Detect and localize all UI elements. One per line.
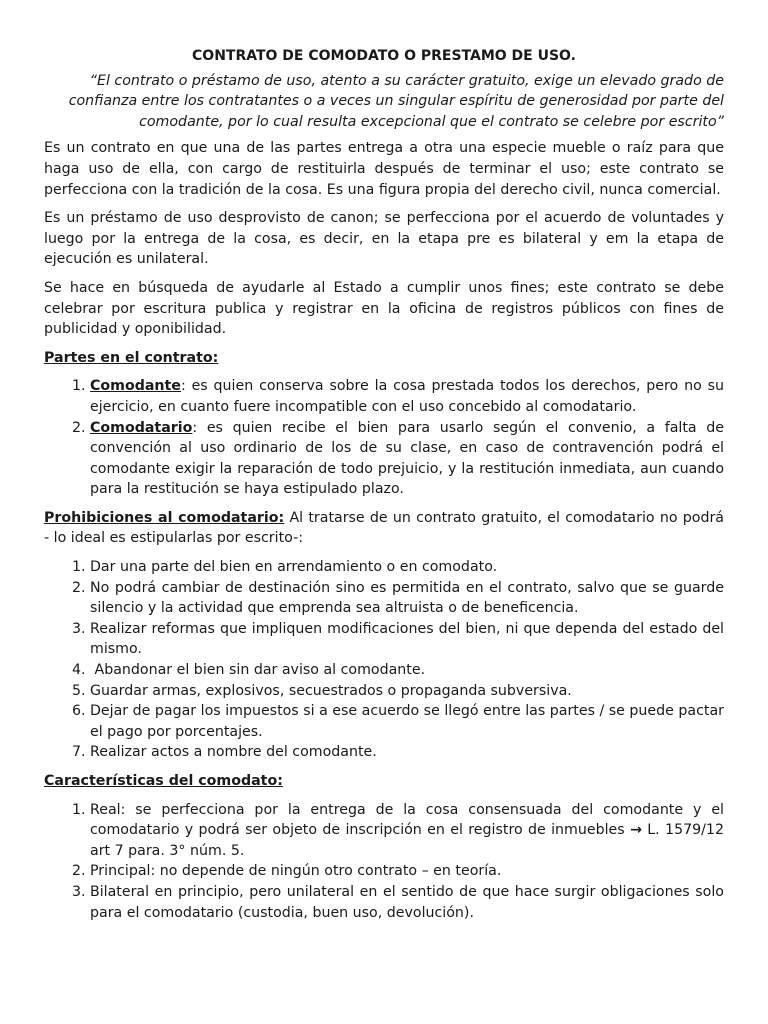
section-heading-caracteristicas: Características del comodato: [44,773,283,789]
document-title: CONTRATO DE COMODATO O PRESTAMO DE USO. [192,48,576,64]
term-definition: : es quien recibe el bien para usarlo según el convenio, a falta de convención al uso ordinario de los de su clase, en caso de contravención podrá el comodante exigir la reparación de todo prejuicio, y la restitución inmediata, aun cuando para la restitución se haya estipulado plazo. [90,419,724,498]
paragraph-estado: Se hace en búsqueda de ayudarle al Estado a cumplir unos fines; este contrato se debe celebrar por escritura publica y registrar en la oficina de registros públicos con fines de publicidad y oponibilidad. [44,279,724,338]
list-item: 2. No podrá cambiar de destinación sino es permitida en el contrato, salvo que se guarde silencio y la actividad que emprenda sea altruista o de beneficencia. [90,578,724,619]
caracteristicas-list [44,800,724,924]
list-item [90,418,724,500]
list-item: 4. Abandonar el bien sin dar aviso al comodante. [90,660,724,681]
list-item [90,800,724,862]
caracteristica-real-text: Real: se perfecciona por la entrega de la cosa consensuada del comodante y el comodatario y podrá ser objeto de inscripción en el registro de inmuebles [90,801,724,839]
paragraph-prohibiciones [44,508,724,549]
caracteristica-real-reference: L. 1579/12 art 7 para. 3° núm. 5. [90,822,724,859]
list-item: 7. Realizar actos a nombre del comodante. [90,742,724,763]
list-item: 3. Realizar reformas que impliquen modificaciones del bien, ni que dependa del estado del mismo. [90,619,724,660]
list-item: 5. Guardar armas, explosivos, secuestrados o propaganda subversiva. [90,681,724,702]
list-item [90,376,724,417]
term-definition: : es quien conserva sobre la cosa prestada todos los derechos, pero no su ejercicio, en cuanto fuere incompatible con el uso concebido al comodatario. [90,378,724,415]
term-comodatario: Comodatario [90,419,193,436]
prohibiciones-list [44,557,724,763]
partes-list [44,376,724,500]
list-item: 1. Dar una parte del bien en arrendamiento o en comodato. [90,557,724,578]
list-item: 3. Bilateral en principio, pero unilateral en el sentido de que hace surgir obligaciones solo para el comodatario (custodia, buen uso, devolución). [90,882,724,923]
list-item: 6. Dejar de pagar los impuestos si a ese acuerdo se llegó entre las partes / se puede pactar el pago por porcentajes. [90,701,724,742]
paragraph-definition: Es un contrato en que una de las partes entrega a otra una especie mueble o raíz para que haga uso de ella, con cargo de restituirla después de terminar el uso; este contrato se perfecciona con la tradición de la cosa. Es una figura propia del derecho civil, nunca comercial. [44,140,724,198]
list-item: 2. Principal: no depende de ningún otro contrato – en teoría. [90,861,724,882]
paragraph-canon: Es un préstamo de uso desprovisto de canon; se perfecciona por el acuerdo de voluntades y luego por la entrega de la cosa, es decir, en la etapa pre es bilateral y em la etapa de ejecución es unilateral. [44,210,724,268]
term-comodante: Comodante [90,378,181,395]
section-heading-prohibiciones: Prohibiciones al comodatario: [44,509,285,526]
prohibiciones-intro: Al tratarse de un contrato gratuito, el comodatario no podrá - lo ideal es estipularlas por escrito-: [44,509,724,547]
epigraph-quote: “El contrato o préstamo de uso, atento a su carácter gratuito, exige un elevado grado de confianza entre los contratantes o a veces un singular espíritu de generosidad por parte del comodante, por lo cual resulta excepcional que el contrato se celebre por escrito” [68,72,724,130]
section-heading-partes: Partes en el contrato: [44,349,219,366]
right-arrow-icon: → [630,822,642,839]
